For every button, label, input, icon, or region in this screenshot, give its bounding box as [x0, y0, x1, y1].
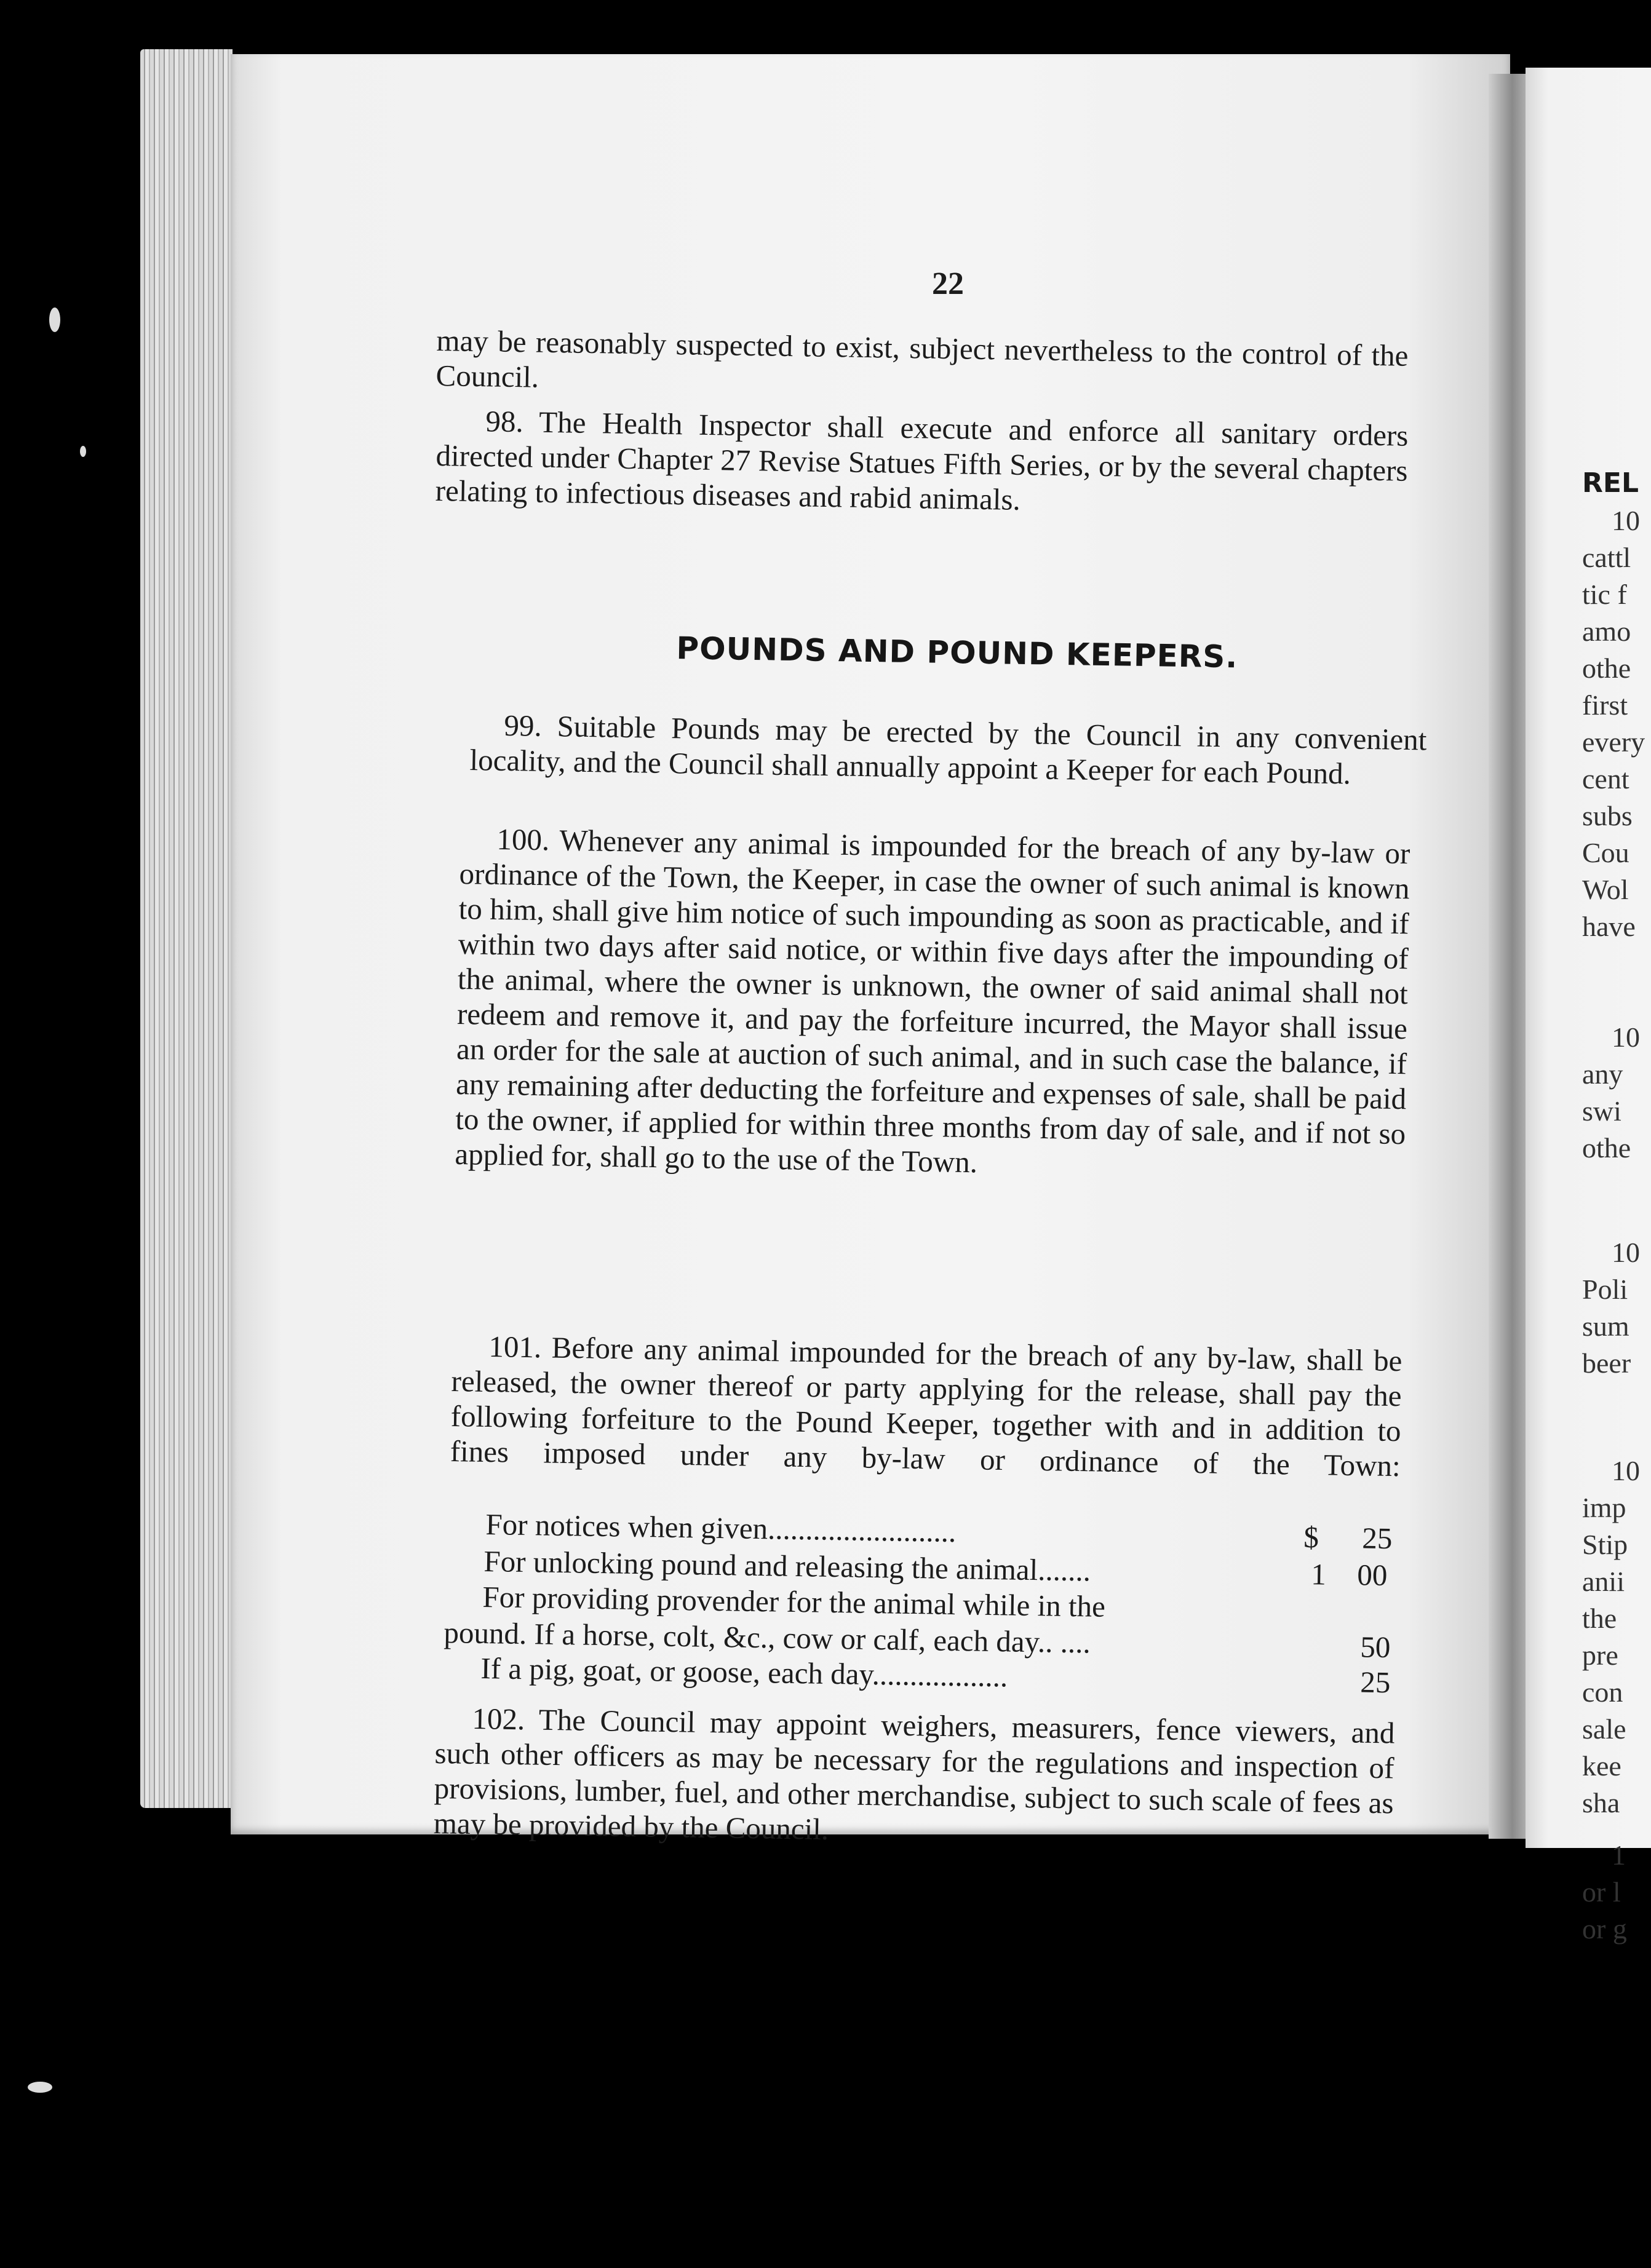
facing-page-line: amo — [1582, 616, 1631, 647]
facing-page-line: 10 — [1612, 1021, 1640, 1053]
fee-label: pound. If a horse, colt, &c., cow or calf, each day.. .... — [444, 1615, 1091, 1660]
paragraph-text: 101. Before any animal impounded for the breach of any by-law, shall be released, the owner thereof or party applying for the release, shall pay the following forfeiture to the Pound Keeper, together with and in addition to fines imposed under any by-law or ordinance of the Town: — [450, 1329, 1402, 1483]
fee-dollar: $ — [1303, 1520, 1319, 1555]
scan-speck — [49, 307, 60, 332]
facing-page-line: othe — [1582, 1132, 1631, 1164]
fee-label: For providing provender for the animal while in the — [482, 1579, 1106, 1624]
facing-page-line: beer — [1582, 1347, 1631, 1379]
section-heading: POUNDS AND POUND KEEPERS. — [676, 630, 1238, 675]
facing-page-line: cent — [1582, 763, 1629, 795]
facing-page-line: or g — [1582, 1913, 1627, 1945]
facing-page-line: pre — [1582, 1640, 1618, 1671]
paragraph-text: 100. Whenever any animal is impounded for the breach of any by-law or ordinance of the Town, the Keeper, in case the owner of such animal is known to him, shall give him notice of such impounding as soon as practicable, and if within two days after said notice, or within five days after the impounding of the animal, where the owner is unknown, the owner of said animal shall not redeem and remove it, and pay the forfeiture incurred, the Mayor shall issue an order for the sale at auction of such animal, and in such case the balance, if any remaining after deducting the forfeiture and expenses of sale, shall be paid to the owner, if applied for within three months from day of sale, and if not so applied for, shall go to the use of the Town. — [455, 822, 1410, 1180]
facing-page-line: first — [1582, 689, 1628, 721]
facing-page-line: Wol — [1582, 874, 1629, 905]
facing-page-line: kee — [1582, 1750, 1621, 1782]
facing-page-line: the — [1582, 1603, 1617, 1634]
paragraph-98 — [435, 403, 1408, 523]
facing-page-line: subs — [1582, 800, 1633, 831]
facing-page-line: sum — [1582, 1310, 1629, 1342]
fee-dollar: 1 — [1310, 1557, 1327, 1592]
facing-page-line: have — [1582, 911, 1636, 942]
facing-page-line: 10 — [1612, 505, 1640, 536]
facing-page-line: any — [1582, 1058, 1623, 1090]
fee-amount: 25 — [1361, 1521, 1393, 1556]
fee-label: For notices when given......................... — [485, 1507, 957, 1549]
page-edges — [140, 49, 233, 1808]
page-number: 22 — [932, 266, 964, 301]
scan-speck — [80, 446, 86, 457]
fee-label: For unlocking pound and releasing the animal....... — [483, 1544, 1091, 1588]
facing-page-line: swi — [1582, 1095, 1621, 1127]
facing-page-line: tic f — [1582, 579, 1627, 610]
paragraph-99 — [469, 707, 1427, 792]
paragraph-text: 102. The Council may appoint weighers, measurers, fence viewers, and such other officers as may be necessary for the regulations and inspection of provisions, lumber, fuel, and other merchandise, subject to such scale of fees as may be provided by the Council. — [433, 1701, 1395, 1847]
facing-page-line: Poli — [1582, 1274, 1628, 1305]
facing-page-heading: REL — [1582, 467, 1639, 499]
fee-row — [485, 1507, 1393, 1556]
paragraph-text: 98. The Health Inspector shall execute and enforce all sanitary orders directed under Chapter 27 Revise Statues Fifth Series, or by the several chapters relating to infectious diseases and rabid animals. — [435, 404, 1409, 517]
paragraph-102 — [433, 1700, 1394, 1855]
facing-page — [1526, 68, 1651, 1945]
facing-page-line: or l — [1582, 1876, 1621, 1908]
facing-page-line: anii — [1582, 1566, 1625, 1597]
paragraph-text: may be reasonably suspected to exist, subject nevertheless to the control of the Council. — [436, 323, 1409, 394]
facing-page-line: sha — [1582, 1787, 1620, 1818]
facing-page-line: every — [1582, 726, 1645, 758]
facing-page-line: cattl — [1582, 542, 1631, 573]
paragraph-100 — [455, 821, 1410, 1186]
facing-page-line: 10 — [1612, 1455, 1640, 1486]
paragraph-text: 99. Suitable Pounds may be erected by the Council in any convenient locality, and the Council shall annually appoint a Keeper for each Pound. — [469, 708, 1427, 791]
facing-page-line: 1 — [1612, 1839, 1626, 1871]
facing-page-line: con — [1582, 1676, 1623, 1708]
fee-amount: 25 — [1359, 1665, 1391, 1700]
facing-page-line: sale — [1582, 1713, 1626, 1745]
fee-amount: 00 — [1356, 1558, 1388, 1593]
fee-label: If a pig, goat, or goose, each day.................. — [480, 1651, 1008, 1694]
scan-speck — [28, 2082, 52, 2093]
facing-page-line: Stip — [1582, 1529, 1628, 1560]
fee-amount: 50 — [1359, 1630, 1391, 1665]
facing-page-line: Cou — [1582, 837, 1629, 868]
facing-page-line: othe — [1582, 652, 1631, 684]
facing-page-line: imp — [1582, 1492, 1626, 1523]
facing-page-line: 10 — [1612, 1237, 1640, 1268]
paragraph-101 — [450, 1328, 1402, 1483]
